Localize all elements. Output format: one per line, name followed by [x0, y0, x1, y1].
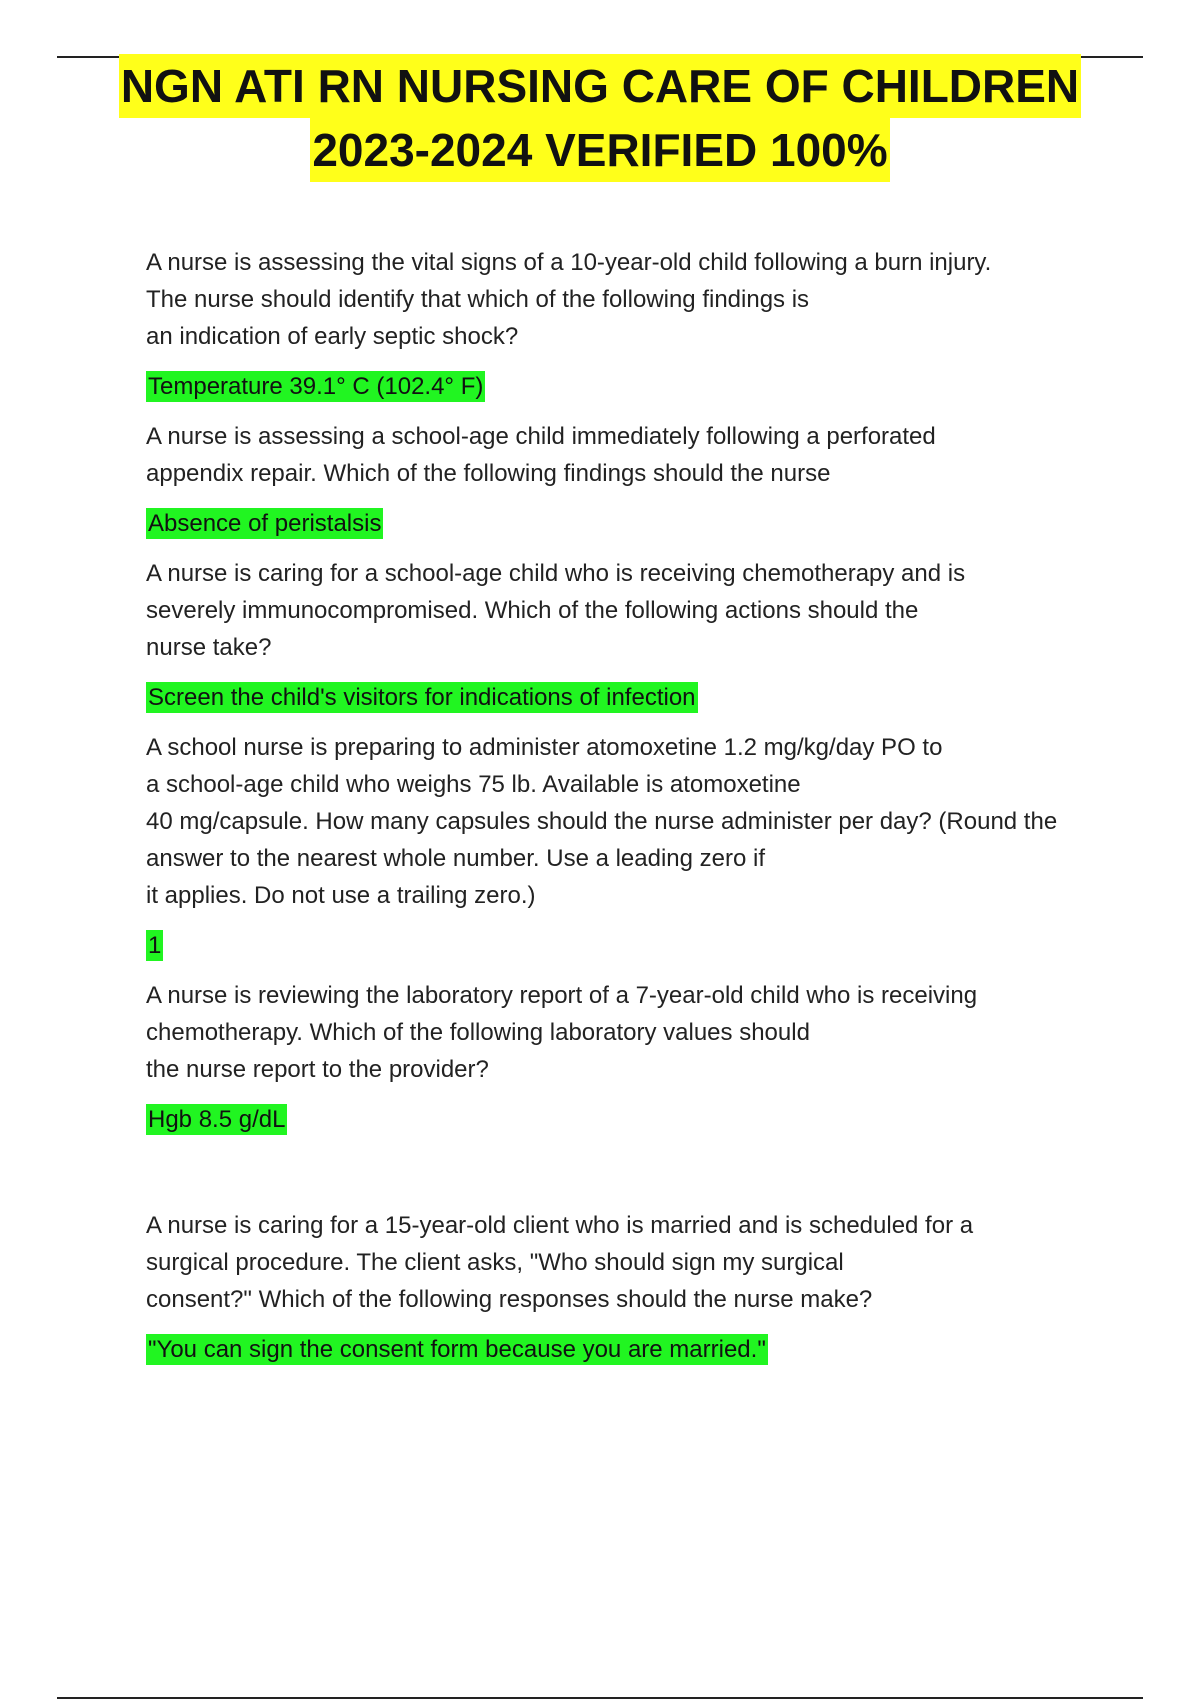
answer-text: 1: [148, 932, 162, 959]
answer-highlight: [146, 927, 1096, 964]
spacer: [146, 1151, 1096, 1207]
answer-text: "You can sign the consent form because you are married.": [148, 1336, 766, 1363]
question-text: A nurse is assessing a school-age child immediately following a perforated appendix repair. Which of the following findings should the nurse: [146, 423, 936, 487]
title-line-1: NGN ATI RN NURSING CARE OF CHILDREN: [119, 54, 1081, 118]
question-text: A nurse is caring for a school-age child who is receiving chemotherapy and is severely immunocompromised. Which of the following actions should the nurse take?: [146, 560, 966, 661]
qa-item-5: [146, 977, 1096, 1138]
answer-text: Temperature 39.1° C (102.4° F): [148, 373, 484, 400]
answer-text: Screen the child's visitors for indications of infection: [148, 684, 696, 711]
qa-item-6: [146, 1207, 1096, 1368]
document-title: [0, 54, 1200, 182]
title-line-2: 2023-2024 VERIFIED 100%: [310, 118, 889, 182]
question-text: A nurse is caring for a 15-year-old client who is married and is scheduled for a surgical procedure. The client asks, "Who should sign my surgical consent?" Which of the following responses should the nurse make?: [146, 1212, 974, 1313]
qa-item-3: [146, 555, 1096, 716]
answer-text: Hgb 8.5 g/dL: [148, 1106, 286, 1133]
answer-text: Absence of peristalsis: [148, 510, 382, 537]
question-text: A school nurse is preparing to administer atomoxetine 1.2 mg/kg/day PO to a school-age child who weighs 75 lb. Available is atomoxetine 40 mg/capsule. How many capsules should the nurse administer per day? (Round the answer to the nearest whole number. Use a leading zero if it applies. Do not use a trailing zero.): [146, 734, 1058, 909]
qa-item-1: [146, 244, 1096, 405]
bottom-rule: [57, 1697, 1143, 1699]
answer-highlight: [146, 679, 1096, 716]
answer-highlight: [146, 1331, 1096, 1368]
answer-highlight: [146, 505, 1096, 542]
qa-item-2: [146, 418, 1096, 542]
answer-highlight: [146, 368, 1096, 405]
question-text: A nurse is assessing the vital signs of a 10-year-old child following a burn injury. The nurse should identify that which of the following findings is an indication of early septic shock?: [146, 249, 992, 350]
question-text: A nurse is reviewing the laboratory report of a 7-year-old child who is receiving chemotherapy. Which of the following laboratory values should the nurse report to the provider?: [146, 982, 978, 1083]
answer-highlight: [146, 1101, 1096, 1138]
question-list: [146, 244, 1096, 1381]
qa-item-4: [146, 729, 1096, 964]
